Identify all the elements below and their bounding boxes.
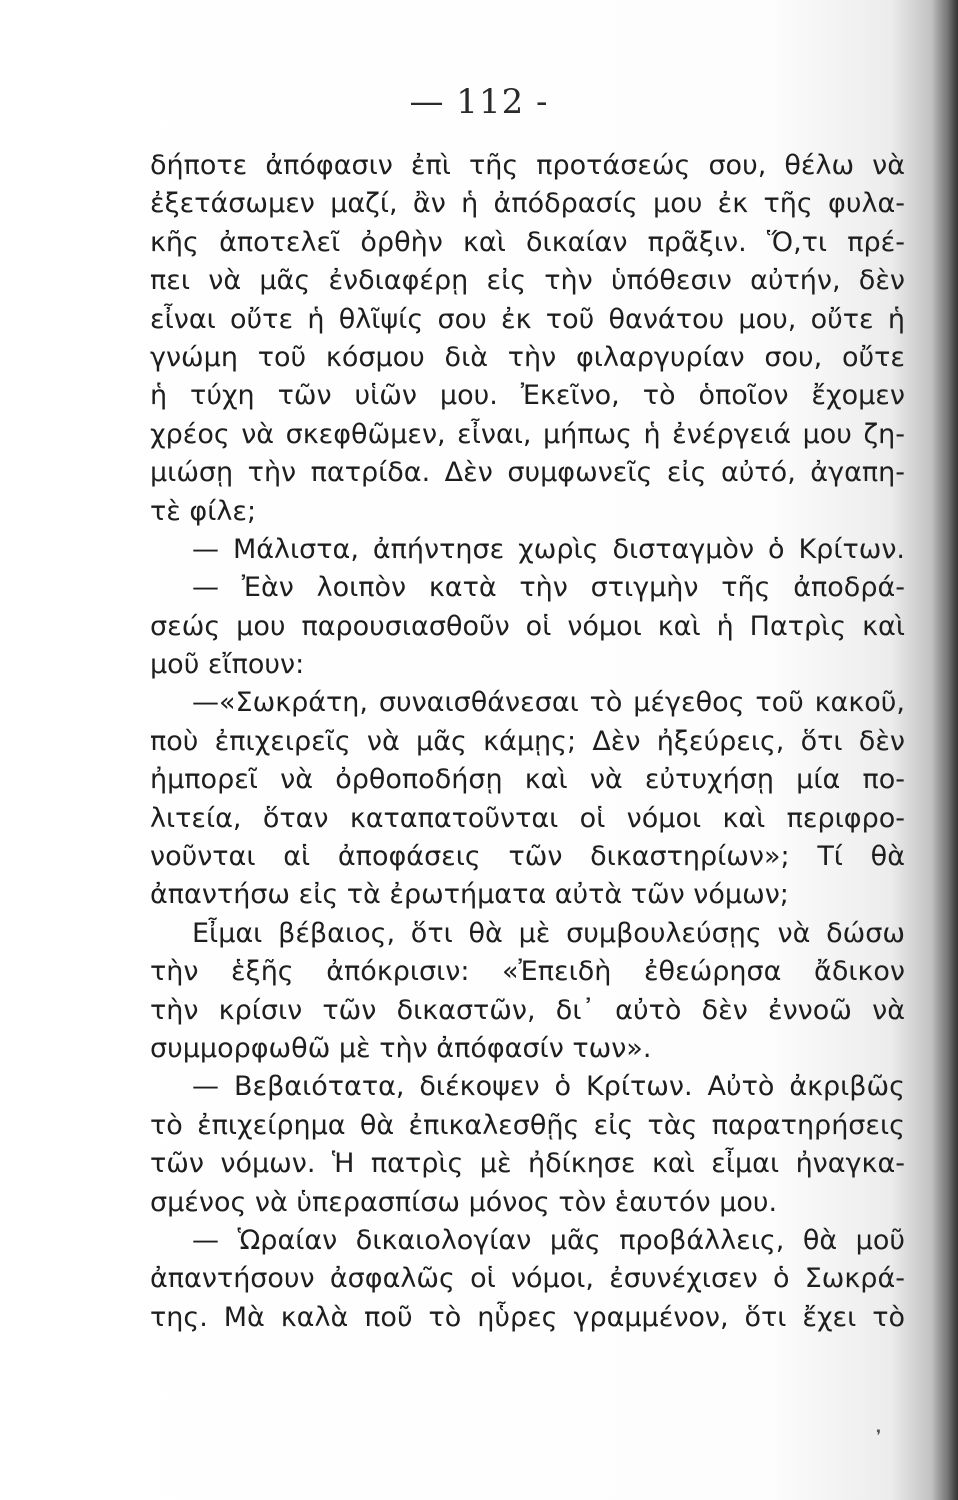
page-edge-shadow	[932, 0, 958, 1500]
text-line: σμένος νὰ ὑπερασπίσω μόνος τὸν ἑαυτόν μου.	[150, 1186, 778, 1218]
body-text	[150, 147, 905, 1337]
text-line: τὲ φίλε;	[150, 495, 257, 527]
text-line: τῶν νόμων. Ἡ πατρὶς μὲ ἠδίκησε καὶ εἶμαι ἠναγκα-	[150, 1148, 905, 1180]
text-line: ἠμπορεῖ νὰ ὀρθοποδήσῃ καὶ νὰ εὐτυχήσῃ μία πο-	[150, 764, 905, 796]
text-line: χρέος νὰ σκεφθῶμεν, εἶναι, μήπως ἡ ἐνέργειά μου ζη-	[150, 418, 905, 450]
text-line: εἶναι οὔτε ἡ θλῖψίς σου ἐκ τοῦ θανάτου μου, οὔτε ἡ	[150, 303, 905, 335]
text-line: νοῦνται αἱ ἀποφάσεις τῶν δικαστηρίων»; Τί θὰ	[150, 841, 905, 873]
text-line: — Ἐὰν λοιπὸν κατὰ τὴν στιγμὴν τῆς ἀποδρά-	[192, 572, 905, 604]
text-line: — Βεβαιότατα, διέκοψεν ὁ Κρίτων. Αὐτὸ ἀκριβῶς	[192, 1071, 905, 1103]
text-line: της. Μὰ καλὰ ποῦ τὸ ηὗρες γραμμένον, ὅτι ἔχει τὸ	[150, 1301, 905, 1333]
text-line: Εἶμαι βέβαιος, ὅτι θὰ μὲ συμβουλεύσῃς νὰ δώσω	[192, 917, 905, 949]
text-line: τὴν ἑξῆς ἀπόκρισιν: «Ἐπειδὴ ἐθεώρησα ἄδικον	[150, 956, 905, 988]
text-line: τὴν κρίσιν τῶν δικαστῶν, δι᾿ αὐτὸ δὲν ἐννοῶ νὰ	[150, 994, 905, 1026]
text-line: ἀπαντήσω εἰς τὰ ἐρωτήματα αὐτὰ τῶν νόμων;	[150, 879, 789, 911]
page-number: — 112 -	[409, 82, 549, 122]
text-line: ποὺ ἐπιχειρεῖς νὰ μᾶς κάμῃς; Δὲν ἠξεύρεις, ὅτι δὲν	[150, 725, 905, 757]
text-line: πει νὰ μᾶς ἐνδιαφέρῃ εἰς τὴν ὑπόθεσιν αὐτήν, δὲν	[150, 265, 905, 297]
text-line: ἀπαντήσουν ἀσφαλῶς οἱ νόμοι, ἐσυνέχισεν ὁ Σωκρά-	[150, 1263, 905, 1295]
text-line: τὸ ἐπιχείρημα θὰ ἐπικαλεσθῇς εἰς τὰς παρατηρήσεις	[150, 1109, 905, 1141]
text-line: κῆς ἀποτελεῖ ὀρθὴν καὶ δικαίαν πρᾶξιν. Ὅ,τι πρέ-	[150, 226, 905, 258]
text-line: σεώς μου παρουσιασθοῦν οἱ νόμοι καὶ ἡ Πατρὶς καὶ	[150, 610, 905, 642]
text-line: —«Σωκράτη, συναισθάνεσαι τὸ μέγεθος τοῦ κακοῦ,	[192, 687, 905, 719]
text-line: ἐξετάσωμεν μαζί, ἂν ἡ ἀπόδρασίς μου ἐκ τῆς φυλα-	[150, 188, 905, 220]
text-line: μοῦ εἴπουν:	[150, 649, 305, 681]
text-line: λιτεία, ὅταν καταπατοῦνται οἱ νόμοι καὶ περιφρο-	[150, 802, 905, 834]
text-line: δήποτε ἀπόφασιν ἐπὶ τῆς προτάσεώς σου, θέλω νὰ	[150, 150, 905, 181]
ink-speck-icon: ❜	[876, 1426, 882, 1445]
text-line: γνώμη τοῦ κόσμου διὰ τὴν φιλαργυρίαν σου, οὔτε	[150, 341, 905, 373]
text-line: — Ὡραίαν δικαιολογίαν μᾶς προβάλλεις, θὰ μοῦ	[192, 1224, 905, 1256]
text-line: συμμορφωθῶ μὲ τὴν ἀπόφασίν των».	[150, 1032, 652, 1064]
text-line: — Μάλιστα, ἀπήντησε χωρὶς δισταγμὸν ὁ Κρίτων.	[192, 533, 905, 565]
text-line: μιώσῃ τὴν πατρίδα. Δὲν συμφωνεῖς εἰς αὐτό, ἀγαπη-	[150, 457, 905, 489]
text-line: ἡ τύχη τῶν υἱῶν μου. Ἐκεῖνο, τὸ ὁποῖον ἔχομεν	[150, 380, 905, 412]
